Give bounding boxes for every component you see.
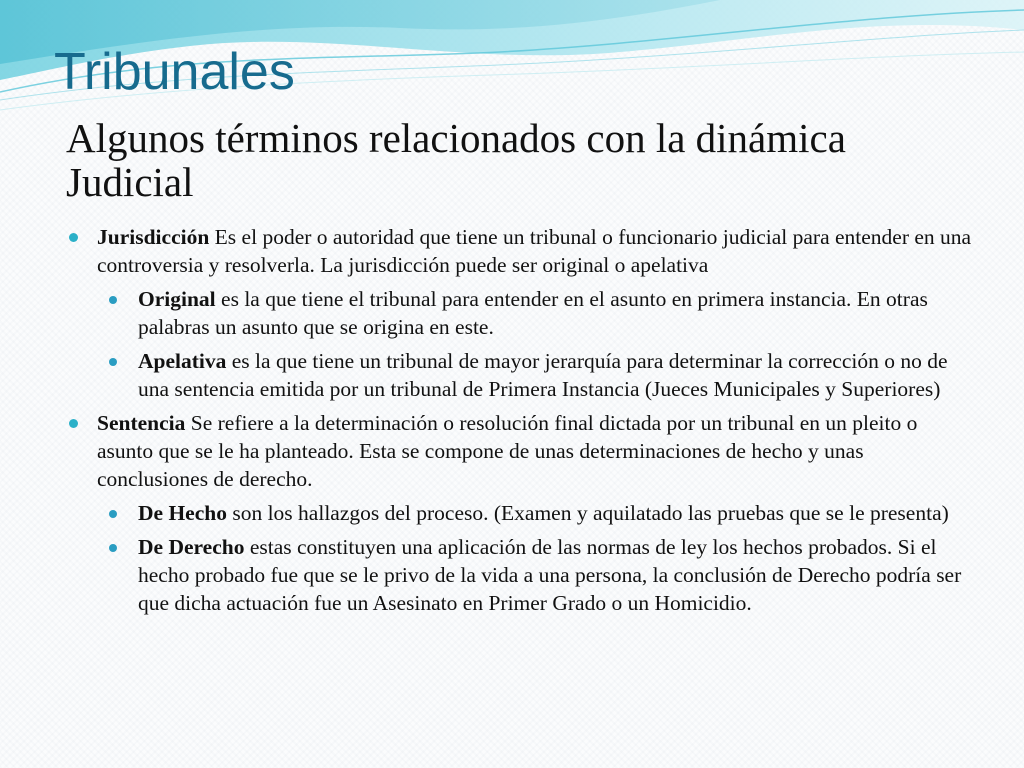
slide-subtitle: Algunos términos relacionados con la dinámica Judicial (66, 115, 846, 205)
list-item-sentencia (66, 409, 976, 617)
term-jurisdiccion: Jurisdicción (97, 225, 210, 249)
list-item-de-derecho (107, 533, 976, 617)
term-apelativa: Apelativa (138, 349, 227, 373)
list-item-jurisdiccion (66, 223, 976, 403)
bullet-list (66, 223, 976, 617)
term-de-derecho: De Derecho (138, 535, 245, 559)
definition-original: es la que tiene el tribunal para entender en el asunto en primera instancia. En otras palabras un asunto que se origina en este. (138, 287, 928, 339)
list-item-apelativa (107, 347, 976, 403)
list-item-de-hecho (107, 499, 976, 527)
slide-title: Tribunales (54, 43, 295, 101)
list-item-original (107, 285, 976, 341)
definition-jurisdiccion: Es el poder o autoridad que tiene un tribunal o funcionario judicial para entender en una controversia y resolverla. La jurisdicción puede ser original o apelativa (97, 225, 972, 277)
term-de-hecho: De Hecho (138, 501, 227, 525)
definition-de-derecho: estas constituyen una aplicación de las normas de ley los hechos probados. Si el hecho probado fue que se le privo de la vida a una persona, la conclusión de Derecho podría ser que dicha actuación fue un Asesinato en Primer Grado o un Homicidio. (138, 535, 962, 615)
term-sentencia: Sentencia (97, 411, 186, 435)
definition-de-hecho: son los hallazgos del proceso. (Examen y aquilatado las pruebas que se le presenta) (226, 501, 949, 525)
slide-content (66, 223, 976, 623)
sub-bullet-list (107, 285, 976, 403)
definition-sentencia: Se refiere a la determinación o resolución final dictada por un tribunal en un pleito o asunto que se le ha planteado. Esta se compone de unas determinaciones de hecho y unas conclusiones de derecho. (97, 411, 918, 491)
sub-bullet-list (107, 499, 976, 617)
definition-apelativa: es la que tiene un tribunal de mayor jerarquía para determinar la corrección o no de una sentencia emitida por un tribunal de Primera Instancia (Jueces Municipales y Superiores) (138, 349, 948, 401)
term-original: Original (138, 287, 216, 311)
